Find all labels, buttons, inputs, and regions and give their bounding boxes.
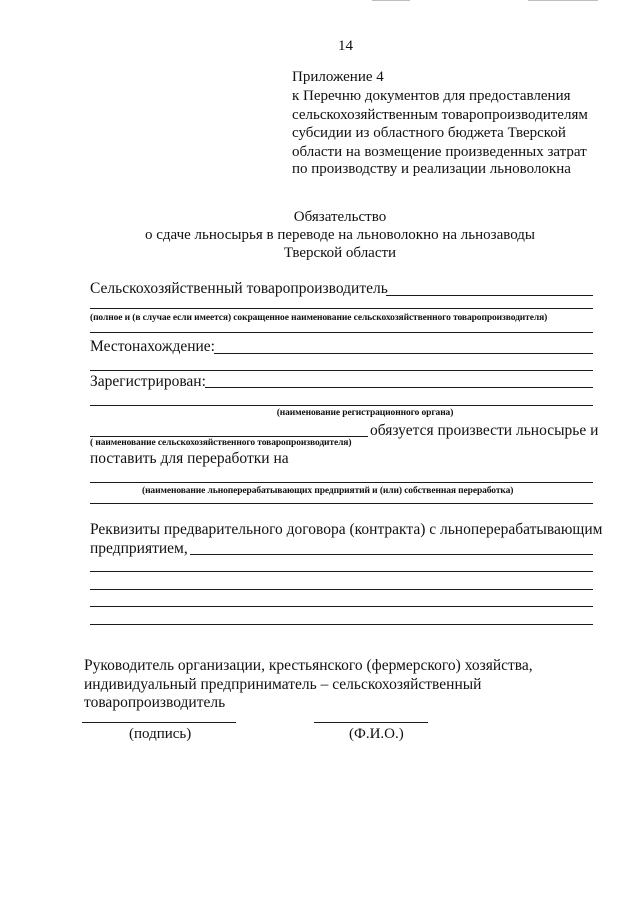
signature-label: (подпись) <box>129 726 192 742</box>
registered-field-line[interactable] <box>90 405 593 406</box>
contract-label: Реквизиты предварительного договора (контракта) с льноперерабатывающим <box>90 521 603 538</box>
contract-field-line[interactable] <box>90 589 593 590</box>
location-field[interactable] <box>214 353 593 354</box>
contract-field-line[interactable] <box>90 624 593 625</box>
heading-region: Тверской области <box>283 245 397 261</box>
processor-field-line[interactable] <box>90 503 593 504</box>
signature-title-2: индивидуальный предприниматель – сельскохозяйственный <box>84 676 482 693</box>
appendix-title: Приложение 4 <box>292 69 384 85</box>
location-field-line[interactable] <box>90 370 593 371</box>
registered-field[interactable] <box>205 387 593 388</box>
deliver-text: поставить для переработки на <box>90 450 289 467</box>
appendix-line: области на возмещение произведенных затрат <box>292 144 587 160</box>
processor-hint: (наименование льноперерабатывающих предприятий и (или) собственная переработка) <box>142 486 514 496</box>
signature-title: Руководитель организации, крестьянского (фермерского) хозяйства, <box>84 657 533 674</box>
registered-label: Зарегистрирован: <box>90 373 206 390</box>
page-number: 14 <box>338 38 353 54</box>
signature-title-3: товаропроизводитель <box>84 694 226 711</box>
appendix-line: к Перечню документов для предоставления <box>292 88 571 104</box>
producer-label: Сельскохозяйственный товаропроизводитель <box>90 280 388 297</box>
heading-subtitle: о сдаче льносырья в переводе на льноволокно на льнозаводы <box>144 227 535 243</box>
appendix-line: сельскохозяйственным товаропроизводителям <box>292 107 588 123</box>
signature-field[interactable] <box>82 722 236 723</box>
location-label: Местонахождение: <box>90 338 215 355</box>
registration-hint: (наименование регистрационного органа) <box>276 408 454 418</box>
contract-field-line[interactable] <box>90 571 593 572</box>
contract-field-line[interactable] <box>90 606 593 607</box>
contract-label-2: предприятием, <box>90 540 188 557</box>
contract-field[interactable] <box>190 554 593 555</box>
producer-hint: (полное и (в случае если имеется) сокращенное наименование сельскохозяйственного товаропроизводителя) <box>90 313 548 323</box>
processor-field[interactable] <box>90 482 593 483</box>
obligation-text: обязуется произвести льносырье и <box>370 422 599 439</box>
appendix-line: по производству и реализации льноволокна <box>292 161 571 177</box>
heading-title: Обязательство <box>293 209 387 225</box>
name-label: (Ф.И.О.) <box>349 726 404 742</box>
name-field[interactable] <box>314 722 428 723</box>
producer-hint-2: ( наименование сельскохозяйственного товаропроизводителя) <box>90 438 352 448</box>
scan-mark <box>528 0 598 1</box>
scan-mark <box>372 0 410 1</box>
appendix-line: субсидии из областного бюджета Тверской <box>292 125 566 141</box>
obligated-producer-field[interactable] <box>90 436 368 437</box>
producer-field-line[interactable] <box>90 332 593 333</box>
producer-field-line[interactable] <box>90 308 593 309</box>
producer-field[interactable] <box>386 295 593 296</box>
